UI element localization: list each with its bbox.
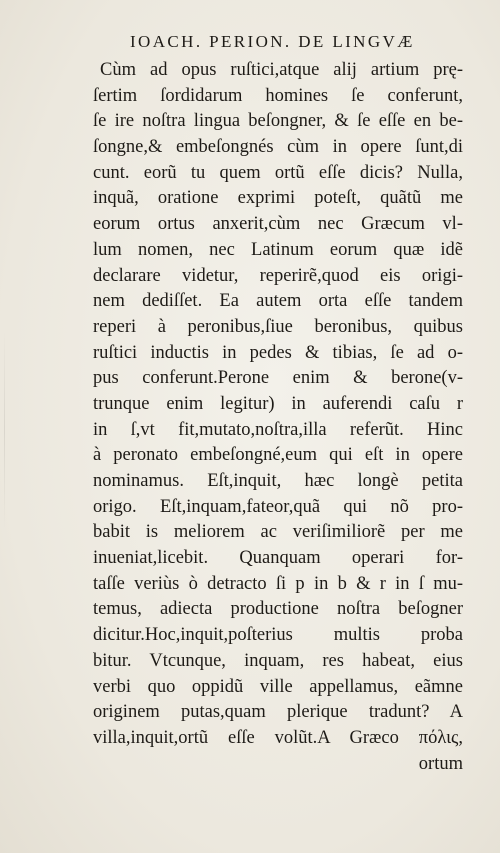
running-head: IOACH. PERION. DE LINGVÆ <box>130 32 415 51</box>
text-line-27: villa,inquit,ortũ eſſe volũt.A Græco πόλις, <box>93 727 463 748</box>
text-line-3: ſe ire noſtra lingua beſongner, & ſe eſſe en be- <box>93 111 463 132</box>
text-line-22: temus, adiecta productione noſtra beſogner <box>93 599 463 620</box>
text-line-8: lum nomen, nec Latinum eorum quæ idẽ <box>93 239 463 260</box>
text-line-10: nem dediſſet. Ea autem orta eſſe tandem <box>93 291 463 312</box>
text-line-4: ſongne,& embeſongnés cùm in opere ſunt,di <box>93 137 463 158</box>
page-gutter-shadow <box>4 330 5 530</box>
text-line-24: bitur. Vtcunque, inquam, res habeat, eius <box>93 650 463 671</box>
text-line-6: inquã, oratione exprimi poteſt, quãtũ me <box>93 188 463 209</box>
text-line-16: à peronato embeſongné,eum qui eſt in opere <box>93 445 463 466</box>
text-line-11: reperi à peronibus,ſiue beronibus, quibus <box>93 316 463 337</box>
text-line-14: trunque enim legitur) in auferendi caſu r <box>93 393 463 414</box>
text-line-19: babit is meliorem ac veriſimiliorẽ per me <box>93 522 463 543</box>
text-line-15: in ſ,vt fit,mutato,noſtra,illa referũt. Hinc <box>93 419 463 440</box>
text-line-21: taſſe veriùs ò detracto ſi p in b & r in ſ mu- <box>93 573 463 594</box>
text-line-23: dicitur.Hoc,inquit,poſterius multis proba <box>93 625 463 646</box>
catchword: ortum <box>418 753 463 774</box>
text-line-5: cunt. eorũ tu quem ortũ eſſe dicis? Nulla, <box>93 162 463 183</box>
text-line-7: eorum ortus anxerit,cùm nec Græcum vl- <box>93 214 463 235</box>
text-line-12: ruſtici inductis in pedes & tibias, ſe ad o- <box>93 342 463 363</box>
text-line-1: Cùm ad opus ruſtici,atque alij artium prę- <box>100 60 463 80</box>
text-line-9: declarare videtur, reperirẽ,quod eis origi- <box>93 265 463 286</box>
body-text <box>93 58 463 777</box>
text-line-18: origo. Eſt,inquam,fateor,quã qui nõ pro- <box>93 496 463 517</box>
text-line-17: nominamus. Eſt,inquit, hæc longè petita <box>93 471 463 491</box>
text-line-25: verbi quo oppidũ ville appellamus, eãmne <box>93 676 463 697</box>
text-line-13: pus conferunt.Perone enim & berone(v- <box>93 368 463 389</box>
text-line-20: inueniat,licebit. Quanquam operari for- <box>93 548 463 569</box>
text-line-2: ſertim ſordidarum homines ſe conferunt, <box>93 85 463 106</box>
text-line-26: originem putas,quam plerique tradunt? A <box>93 702 463 723</box>
